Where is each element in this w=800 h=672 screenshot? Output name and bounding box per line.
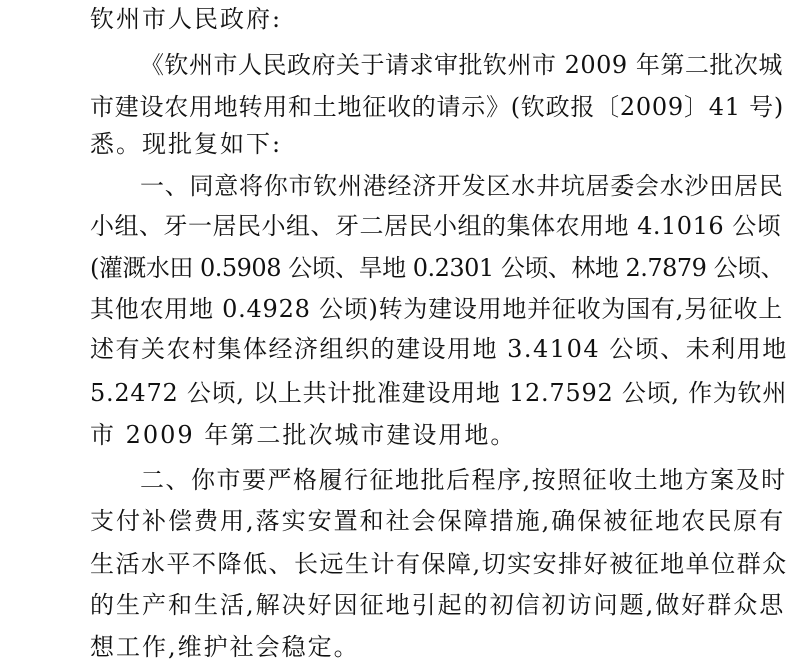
text-line-2: 市建设农用地转用和土地征收的请示》(钦政报〔2009〕41 号)	[90, 93, 784, 121]
text-line-4: 一、同意将你市钦州港经济开发区水井坑居委会水沙田居民	[140, 172, 784, 200]
text-line-8: 述有关农村集体经济组织的建设用地 3.4104 公顷、未利用地	[90, 335, 788, 363]
text-line-1: 《钦州市人民政府关于请求审批钦州市 2009 年第二批次城	[140, 51, 783, 79]
text-line-12: 支付补偿费用,落实安置和社会保障措施,确保被征地农民原有	[90, 507, 786, 535]
text-line-14: 的生产和生活,解决好因征地引起的初信初访问题,做好群众思	[90, 591, 786, 619]
text-line-11: 二、你市要严格履行征地批后程序,按照征收土地方案及时	[140, 466, 787, 494]
text-line-3: 悉。现批复如下:	[90, 130, 283, 158]
text-line-9: 5.2472 公顷, 以上共计批准建设用地 12.7592 公顷, 作为钦州	[90, 379, 788, 407]
text-line-10: 市 2009 年第二批次城市建设用地。	[90, 421, 517, 449]
text-line-7: 其他农用地 0.4928 公顷)转为建设用地并征收为国有,另征收上	[90, 295, 783, 323]
text-line-15: 想工作,维护社会稳定。	[90, 633, 360, 661]
text-line-13: 生活水平不降低、长远生计有保障,切实安排好被征地单位群众	[90, 550, 788, 578]
text-line-5: 小组、牙一居民小组、牙二居民小组的集体农用地 4.1016 公顷	[90, 212, 782, 240]
text-line-6: (灌溉水田 0.5908 公顷、旱地 0.2301 公顷、林地 2.7879 公顷、	[90, 254, 785, 282]
addressee-line: 钦州市人民政府:	[90, 5, 283, 33]
